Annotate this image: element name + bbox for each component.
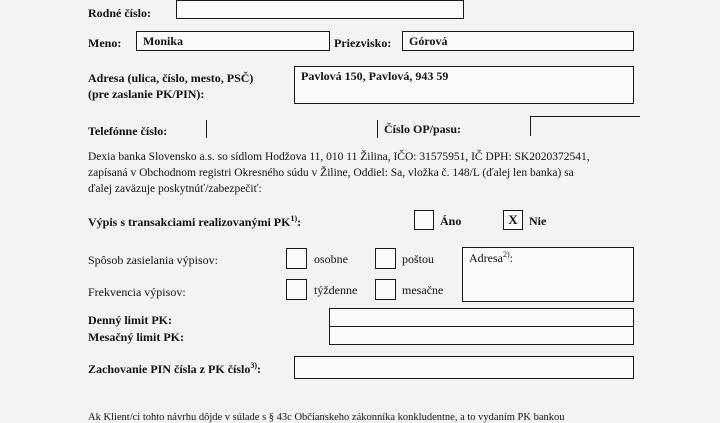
priezvisko-value: Górová (409, 34, 448, 48)
adresa-field[interactable] (294, 66, 634, 104)
rodne-cislo-field[interactable] (176, 0, 464, 19)
frekvencia-label: Frekvencia výpisov: (88, 285, 186, 299)
sposob-osobne-checkbox[interactable] (286, 248, 307, 269)
vypis-nie-mark: X (508, 212, 518, 227)
meno-value: Monika (143, 34, 184, 48)
vypis-label-colon: : (297, 215, 302, 229)
sposob-adresa-field[interactable] (462, 247, 634, 302)
vypis-nie-checkbox[interactable] (503, 210, 523, 230)
footer-text: Ak Klient/ci tohto návrhu dôjde v súlade s § 43c Občianskeho zákonníka konkludentne, a to vydaním PK bankou (88, 412, 565, 423)
denny-limit-field[interactable] (329, 308, 634, 327)
vypis-label-text: Výpis s transakciami realizovanými PK (88, 215, 291, 229)
sposob-osobne-label: osobne (314, 252, 348, 266)
mesacny-limit-label: Mesačný limit PK: (88, 330, 184, 344)
bank-statement-line3: ďalej zaväzuje poskytnúť/zabezpečiť: (88, 183, 262, 195)
vypis-footnote-ref: 1) (290, 214, 298, 223)
vypis-ano-checkbox[interactable] (414, 210, 434, 230)
sposob-label: Spôsob zasielania výpisov: (88, 253, 218, 267)
vypis-nie-label: Nie (529, 214, 547, 228)
sposob-postou-label: poštou (402, 252, 435, 266)
priezvisko-field[interactable] (402, 31, 634, 51)
frekvencia-mesacne-label: mesačne (402, 283, 444, 297)
frekvencia-tyzdenne-checkbox[interactable] (286, 279, 307, 300)
vypis-ano-label: Áno (440, 214, 462, 228)
sposob-adresa-colon: : (509, 251, 513, 265)
meno-field[interactable] (136, 31, 330, 51)
frekvencia-mesacne-checkbox[interactable] (375, 279, 396, 300)
sposob-adresa-label (469, 250, 513, 266)
bank-statement-line2: zapísaná v Obchodnom registri Okresného súdu v Žiline, Oddiel: Sa, vložka č. 148/L (ďalej len banka) sa (88, 167, 574, 179)
pin-label-text: Zachovanie PIN čísla z PK číslo (88, 362, 251, 376)
sposob-adresa-footnote-ref: 2) (502, 250, 510, 259)
sposob-adresa-label-text: Adresa (469, 251, 503, 265)
cislo-op-field[interactable] (530, 116, 640, 136)
adresa-value: Pavlová 150, Pavlová, 943 59 (301, 69, 449, 83)
pin-field[interactable] (294, 356, 634, 379)
meno-label: Meno: (88, 36, 122, 50)
priezvisko-label: Priezvisko: (334, 36, 392, 50)
sposob-postou-checkbox[interactable] (375, 248, 396, 269)
telefon-field[interactable] (206, 120, 378, 138)
pin-footnote-ref: 3) (250, 361, 257, 370)
vypis-label (88, 214, 301, 230)
pin-label (88, 361, 261, 377)
denny-limit-label: Denný limit PK: (88, 313, 172, 327)
adresa-label-line1: Adresa (ulica, číslo, mesto, PSČ) (88, 71, 254, 85)
mesacny-limit-field[interactable] (329, 326, 634, 345)
adresa-label-line2: (pre zaslanie PK/PIN): (88, 87, 205, 101)
bank-statement (88, 149, 720, 197)
pin-label-colon: : (257, 362, 261, 376)
telefon-label: Telefónne číslo: (88, 124, 168, 138)
cislo-op-label: Číslo OP/pasu: (384, 122, 462, 136)
rodne-cislo-label: Rodné číslo: (88, 6, 151, 20)
bank-statement-line1: Dexia banka Slovensko a.s. so sídlom Hodžova 11, 010 11 Žilina, IČO: 31575951, IČ DPH: SK2020372541, (88, 151, 590, 163)
frekvencia-tyzdenne-label: týždenne (314, 283, 358, 297)
